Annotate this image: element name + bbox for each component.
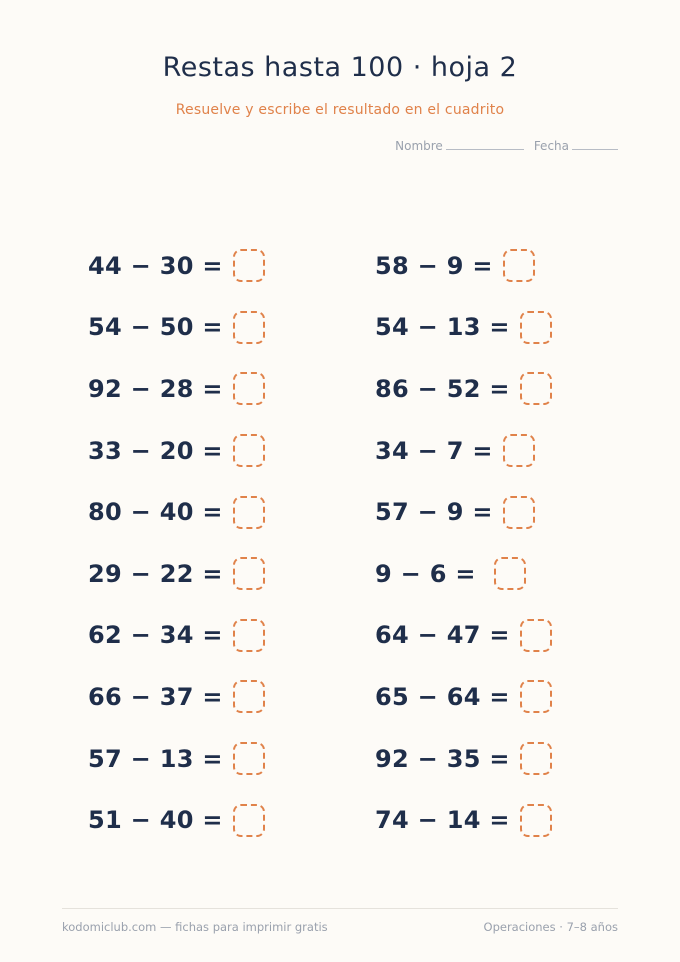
- answer-box: [503, 496, 535, 529]
- answer-box: [233, 742, 265, 775]
- problem-expression: 64 − 47 =: [375, 621, 510, 650]
- problem-expression: 74 − 14 =: [375, 806, 510, 835]
- problem-row: [88, 297, 265, 359]
- problem-row: [88, 235, 265, 297]
- problem-row: [88, 420, 265, 482]
- answer-box: [233, 311, 265, 344]
- problem-expression: 54 − 50 =: [88, 313, 223, 342]
- problem-row: [88, 543, 265, 605]
- answer-box: [233, 680, 265, 713]
- name-line: [446, 139, 524, 150]
- footer-category: Operaciones · 7–8 años: [483, 920, 618, 934]
- name-field: [395, 139, 524, 153]
- date-field: [534, 139, 618, 153]
- problem-expression: 92 − 35 =: [375, 744, 510, 773]
- answer-box: [520, 742, 552, 775]
- problem-expression: 86 − 52 =: [375, 374, 510, 403]
- problem-expression: 33 − 20 =: [88, 436, 223, 465]
- problem-row: [375, 481, 552, 543]
- problem-expression: 92 − 28 =: [88, 374, 223, 403]
- problem-expression: 57 − 9 =: [375, 498, 493, 527]
- problem-expression: 58 − 9 =: [375, 251, 493, 280]
- answer-box: [233, 804, 265, 837]
- student-info: [395, 139, 618, 153]
- problem-expression: 65 − 64 =: [375, 682, 510, 711]
- problem-expression: 80 − 40 =: [88, 498, 223, 527]
- problem-row: [88, 481, 265, 543]
- answer-box: [503, 434, 535, 467]
- instructions-subtitle: Resuelve y escribe el resultado en el cuadrito: [175, 102, 505, 118]
- problem-row: [375, 605, 552, 667]
- answer-box: [520, 619, 552, 652]
- problem-expression: 44 − 30 =: [88, 251, 223, 280]
- answer-box: [233, 619, 265, 652]
- problem-row: [375, 789, 552, 851]
- problem-expression: 66 − 37 =: [88, 682, 223, 711]
- answer-box: [233, 557, 265, 590]
- name-label: Nombre: [395, 139, 443, 153]
- problem-row: [88, 358, 265, 420]
- answer-box: [520, 372, 552, 405]
- problem-row: [375, 235, 552, 297]
- problem-expression: 51 − 40 =: [88, 806, 223, 835]
- answer-box: [233, 496, 265, 529]
- answer-box: [233, 249, 265, 282]
- answer-box: [233, 434, 265, 467]
- problem-row: [88, 666, 265, 728]
- problem-row: [375, 728, 552, 790]
- problem-row: [88, 789, 265, 851]
- page-title: Restas hasta 100 · hoja 2: [162, 52, 518, 83]
- problems-left-column: [88, 235, 265, 851]
- problems-right-column: [375, 235, 552, 851]
- problem-expression: 62 − 34 =: [88, 621, 223, 650]
- footer-divider: [62, 908, 618, 909]
- answer-box: [520, 680, 552, 713]
- problem-expression: 29 − 22 =: [88, 559, 223, 588]
- problem-row: [375, 420, 552, 482]
- problem-expression: 9 − 6 =: [375, 559, 485, 588]
- problem-row: [88, 728, 265, 790]
- problem-expression: 54 − 13 =: [375, 313, 510, 342]
- answer-box: [520, 311, 552, 344]
- problem-row: [375, 666, 552, 728]
- answer-box: [233, 372, 265, 405]
- problem-row: [88, 605, 265, 667]
- answer-box: [503, 249, 535, 282]
- answer-box: [520, 804, 552, 837]
- answer-box: [494, 557, 526, 590]
- date-label: Fecha: [533, 139, 569, 153]
- problem-expression: 34 − 7 =: [375, 436, 493, 465]
- problem-row: [375, 543, 552, 605]
- date-line: [572, 139, 618, 150]
- problem-row: [375, 297, 552, 359]
- problem-row: [375, 358, 552, 420]
- problem-expression: 57 − 13 =: [88, 744, 223, 773]
- footer-site-credit: kodomiclub.com — fichas para imprimir gratis: [62, 920, 328, 934]
